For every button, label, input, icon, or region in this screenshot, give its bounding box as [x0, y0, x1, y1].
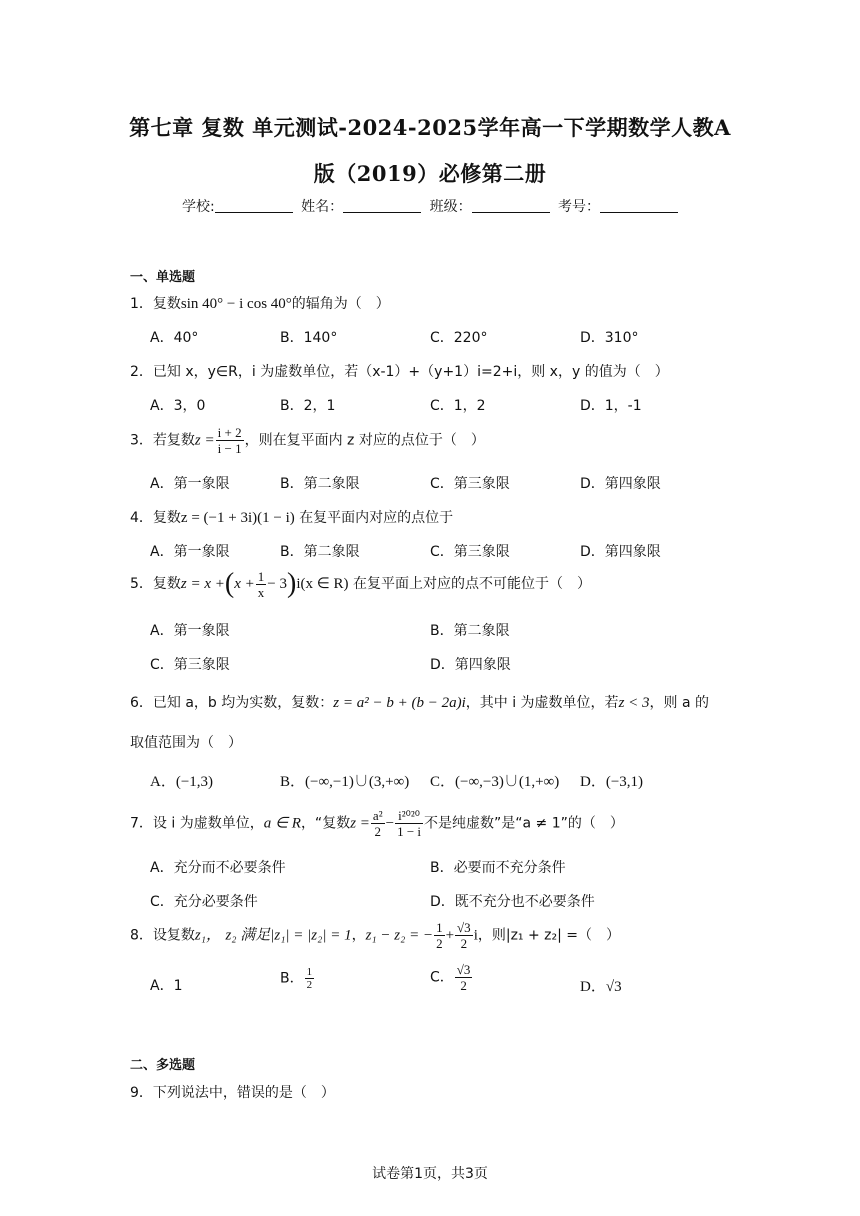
- q8-option-b-numerator: 1: [306, 966, 313, 978]
- exam-number-blank[interactable]: [600, 198, 678, 213]
- q6-option-a[interactable]: [150, 770, 213, 791]
- question-3: [130, 425, 485, 456]
- q7-fraction-2: [395, 808, 423, 839]
- question-4: [130, 507, 453, 527]
- q2-option-a[interactable]: A．3，0: [150, 398, 206, 414]
- q3-prefix: 3．若复数: [130, 432, 195, 449]
- q5-option-a[interactable]: A．第一象限: [150, 623, 230, 639]
- page-footer: 试卷第1页，共3页: [372, 1166, 488, 1182]
- q8-i: i: [473, 927, 478, 944]
- q5-fraction: [256, 569, 267, 600]
- q2-option-d[interactable]: D．1，-1: [580, 398, 642, 414]
- q8-option-c-label: C．: [430, 969, 454, 986]
- q8-option-c-numerator: √3: [456, 962, 471, 977]
- q1-option-b[interactable]: B．140°: [280, 330, 338, 346]
- q8-option-c[interactable]: [430, 962, 473, 993]
- q5-math-c: − 3: [267, 576, 287, 592]
- q6-option-c[interactable]: [430, 770, 559, 791]
- q6-option-c-text: C．(−∞,−3)∪(1,+∞): [430, 774, 560, 790]
- question-1: [130, 293, 390, 313]
- q7-option-d[interactable]: D．既不充分也不必要条件: [430, 894, 595, 910]
- q7-suffix: 不是纯虚数”是“a ≠ 1”的（ ）: [424, 815, 624, 832]
- question-5: [130, 568, 591, 600]
- title-line-2: 版（2019）必修第二册: [313, 161, 547, 186]
- q7-minus: −: [385, 815, 395, 832]
- q7-numerator-2: i²⁰²⁰: [395, 808, 423, 824]
- section-multiple-choice: 二、多选题: [130, 1058, 196, 1073]
- q8-math-1: |z₁| = |z₂| = 1: [270, 927, 352, 944]
- q8-suffix: ，则|z₁ + z₂| =（ ）: [477, 927, 621, 944]
- q4-option-a[interactable]: A．第一象限: [150, 544, 230, 560]
- q8-option-d-text: D．√3: [580, 979, 622, 995]
- q8-option-a[interactable]: A．1: [150, 978, 183, 994]
- q7-option-c[interactable]: C．充分必要条件: [150, 894, 258, 910]
- q6-option-a-text: A．(−1,3): [150, 774, 214, 790]
- school-blank[interactable]: [215, 198, 293, 213]
- q7-option-b[interactable]: B．必要而不充分条件: [430, 860, 566, 876]
- q1-option-d[interactable]: D．310°: [580, 330, 639, 346]
- q5-prefix: 5．复数: [130, 576, 181, 592]
- q3-option-d[interactable]: D．第四象限: [580, 476, 661, 492]
- q6-math: z = a² − b + (b − 2a)i: [333, 695, 466, 711]
- q5-option-d[interactable]: D．第四象限: [430, 657, 511, 673]
- name-label: 姓名：: [301, 199, 344, 215]
- q6-prefix: 6．已知 a，b 均为实数，复数：: [130, 695, 334, 711]
- q1-suffix: 的辐角为（ ）: [291, 296, 390, 312]
- q6-math-2: z < 3: [618, 695, 650, 711]
- q7-mid: ，“复数: [300, 815, 351, 832]
- q8-option-b-denominator: 2: [306, 979, 313, 991]
- q6-option-d-text: D．(−3,1): [580, 774, 644, 790]
- q7-math-1: a ∈ R: [263, 815, 301, 832]
- q3-fraction: [216, 425, 244, 456]
- q5-option-b[interactable]: B．第二象限: [430, 623, 510, 639]
- q3-suffix: ，则在复平面内 z 对应的点位于（ ）: [244, 432, 485, 449]
- q8-numerator-2: √3: [457, 920, 471, 935]
- q8-fraction-1: [434, 920, 445, 951]
- q1-option-a[interactable]: A．40°: [150, 330, 199, 346]
- q8-separator: ，: [351, 927, 366, 944]
- q5-denominator: x: [257, 584, 265, 600]
- question-2: 2．已知 x，y∈R，i 为虚数单位，若（x-1）+（y+1）i=2+i，则 x，y 的值为（ ）: [130, 364, 669, 380]
- q6-mid: ，其中 i 为虚数单位，若: [465, 695, 619, 711]
- q8-math-2: z₁ − z₂ = −: [365, 927, 434, 944]
- student-info-fields: [0, 196, 860, 216]
- question-6-line-1: [130, 692, 709, 712]
- q8-option-b[interactable]: [280, 966, 315, 991]
- q8-option-b-fraction: [305, 966, 315, 991]
- class-blank[interactable]: [472, 198, 550, 213]
- q7-fraction-1: [371, 808, 385, 839]
- question-7: [130, 808, 624, 839]
- q7-denominator-2: 1 − i: [397, 824, 422, 839]
- q2-option-c[interactable]: C．1，2: [430, 398, 486, 414]
- q5-right-paren: ): [287, 568, 297, 599]
- q5-math-b: x +: [234, 576, 255, 592]
- school-label: 学校:: [181, 199, 215, 215]
- q5-option-c[interactable]: C．第三象限: [150, 657, 230, 673]
- q8-denominator-1: 2: [436, 936, 443, 951]
- q6-option-b[interactable]: [280, 770, 409, 791]
- q8-z1: z₁，: [194, 927, 221, 944]
- q6-option-d[interactable]: [580, 770, 643, 791]
- q4-option-b[interactable]: B．第二象限: [280, 544, 360, 560]
- q1-math: sin 40° − i cos 40°: [180, 296, 292, 312]
- q5-math-a: z = x +: [180, 576, 225, 592]
- q3-denominator: i − 1: [217, 441, 242, 456]
- question-6-line-2: 取值范围为（ ）: [130, 735, 242, 751]
- q7-option-a[interactable]: A．充分而不必要条件: [150, 860, 286, 876]
- q8-numerator-1: 1: [436, 920, 443, 935]
- q5-suffix: 在复平面上对应的点不可能位于（ ）: [353, 576, 592, 592]
- question-8: [130, 920, 620, 951]
- name-blank[interactable]: [343, 198, 421, 213]
- q1-prefix: 1．复数: [130, 296, 181, 312]
- q7-z: z =: [350, 815, 370, 832]
- exam-number-label: 考号：: [558, 199, 601, 215]
- q8-fraction-2: [455, 920, 473, 951]
- question-9: 9．下列说法中，错误的是（ ）: [130, 1085, 335, 1101]
- q7-prefix: 7．设 i 为虚数单位，: [130, 815, 264, 832]
- title-line-1: 第七章 复数 单元测试-2024-2025学年高一下学期数学人教A: [129, 115, 731, 140]
- q8-option-c-denominator: 2: [460, 978, 467, 993]
- q6-suffix: ，则 a 的: [649, 695, 710, 711]
- q3-option-b[interactable]: B．第二象限: [280, 476, 360, 492]
- q8-z2: z₂ 满足: [225, 927, 271, 944]
- q4-option-d[interactable]: D．第四象限: [580, 544, 661, 560]
- q8-option-b-label: B．: [280, 970, 304, 987]
- q8-plus: +: [445, 927, 455, 944]
- q4-prefix: 4．复数: [130, 510, 181, 526]
- section-single-choice: 一、单选题: [130, 270, 196, 285]
- q8-option-d[interactable]: [580, 975, 622, 996]
- q5-math-d: i(x ∈ R): [296, 576, 349, 592]
- q8-prefix: 8．设复数: [130, 927, 195, 944]
- q7-numerator-1: a²: [372, 808, 383, 823]
- q7-denominator-1: 2: [374, 824, 381, 839]
- q4-suffix: 在复平面内对应的点位于: [299, 510, 454, 526]
- q6-option-b-text: B．(−∞,−1)∪(3,+∞): [280, 774, 410, 790]
- q4-option-c[interactable]: C．第三象限: [430, 544, 510, 560]
- q3-option-a[interactable]: A．第一象限: [150, 476, 230, 492]
- q4-math: z = (−1 + 3i)(1 − i): [180, 510, 295, 526]
- q3-option-c[interactable]: C．第三象限: [430, 476, 510, 492]
- q3-numerator: i + 2: [217, 425, 242, 440]
- q1-option-c[interactable]: C．220°: [430, 330, 488, 346]
- q8-denominator-2: 2: [460, 936, 468, 951]
- q5-numerator: 1: [257, 568, 265, 584]
- q2-option-b[interactable]: B．2，1: [280, 398, 336, 414]
- q3-z: z =: [194, 432, 215, 449]
- class-label: 班级：: [429, 199, 472, 215]
- q5-left-paren: (: [224, 568, 235, 599]
- q8-option-c-fraction: [455, 962, 473, 993]
